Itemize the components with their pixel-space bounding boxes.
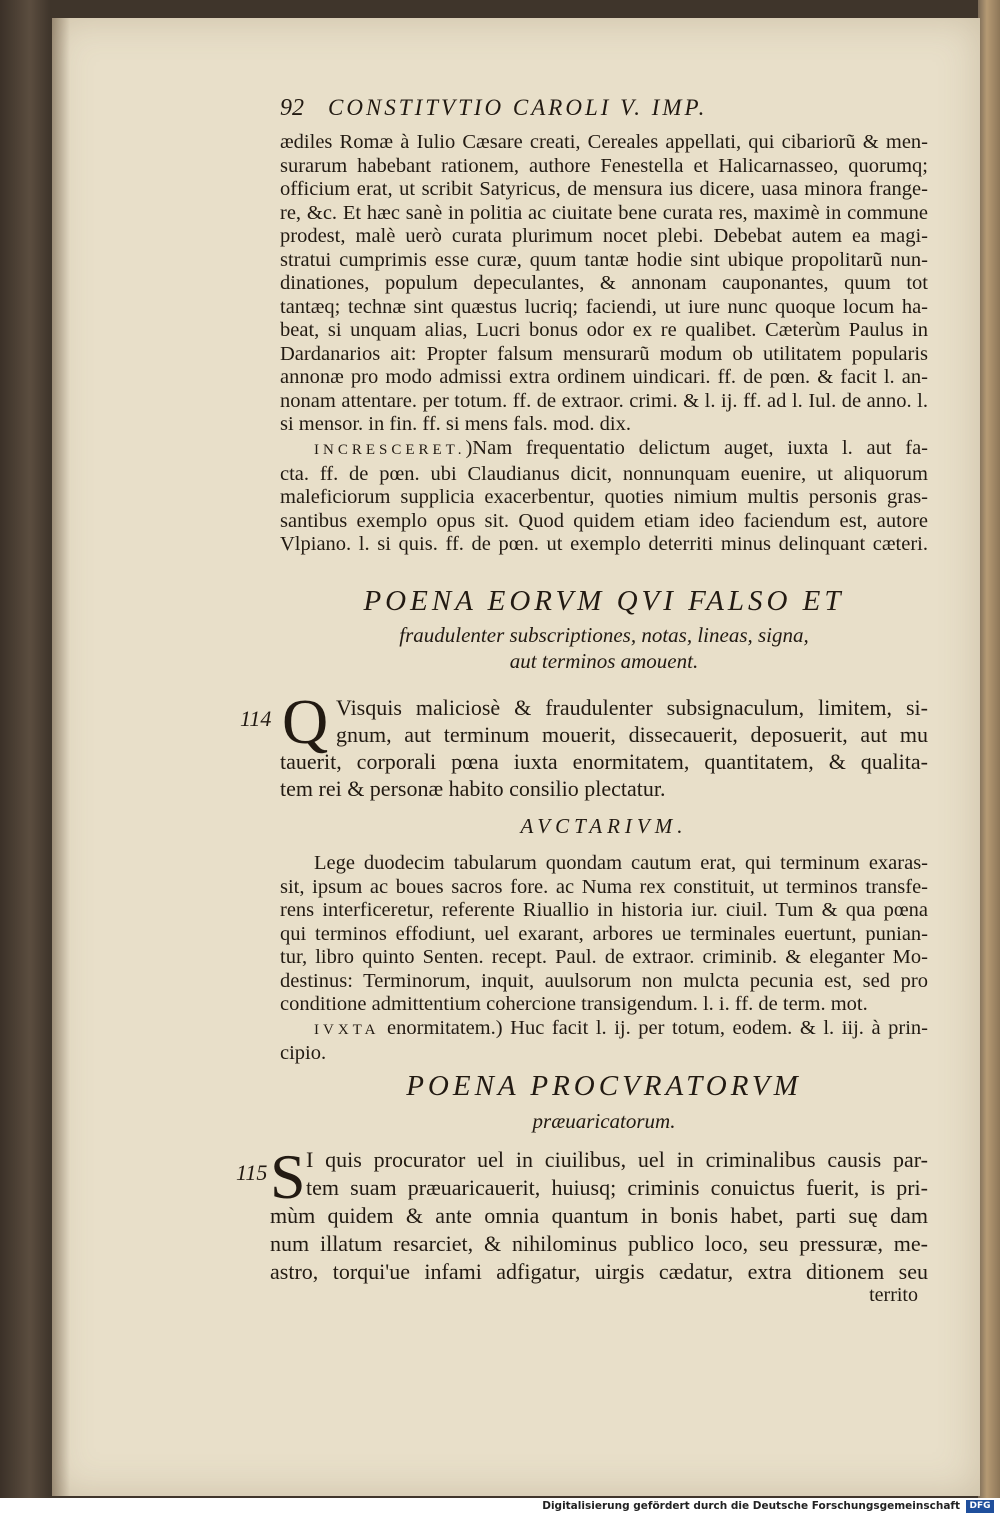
section-subheading-line: aut terminos amouent. <box>509 649 699 673</box>
text-line: conditione admittentium cohercione transigendum. l. i. ff. de term. mot. <box>280 993 868 1015</box>
commentary-paragraph-1 <box>280 131 928 437</box>
text-line: tauerit, corporali pœna iuxta enormitatem, quantitatem, & qualita- <box>280 749 928 774</box>
text-line: I quis procurator uel in ciuilibus, uel in criminalibus causis par- <box>306 1147 928 1172</box>
lemma-text: enormitatem.) Huc facit l. ij. per totum, eodem. & l. iij. à prin- <box>379 1016 928 1039</box>
text-line: Visquis maliciosè & fraudulenter subsignaculum, limitem, si- <box>336 695 928 720</box>
text-line: tem rei & personæ habito consilio plectatur. <box>280 776 666 801</box>
text-line: si mensor. in fin. ff. si mens fals. mod. dix. <box>280 413 631 435</box>
section-subheading-line: præuaricatorum. <box>532 1109 676 1133</box>
article-number: 114 <box>240 706 272 731</box>
text-line: maleficiorum supplicia exacerbentur, quoties nimium multis personis gras- <box>280 486 928 508</box>
text-line: gnum, aut terminum mouerit, dissecauerit, deposuerit, aut mu <box>336 722 928 747</box>
text-line: santibus exemplo opus sit. Quod quidem etiam ideo faciendum est, autore <box>280 509 928 532</box>
article-number: 115 <box>236 1160 268 1185</box>
text-line: Vlpiano. l. si quis. ff. de pœn. ut exemplo deterriti minus delinquant cæteri. <box>280 533 928 555</box>
text-line: cta. ff. de pœn. ubi Claudianus dicit, nonnunquam euenire, ut aliquorum <box>280 462 928 485</box>
funding-credit: Digitalisierung gefördert durch die Deutsche Forschungsgemeinschaft <box>542 1500 960 1512</box>
text-line: ædiles Romæ à Iulio Cæsare creati, Cereales appellati, qui cibariorũ & men- <box>280 131 928 153</box>
lemma-text: )Nam frequentatio delictum auget, iuxta l. aut fa- <box>465 437 928 459</box>
commentary-paragraph-2 <box>280 437 928 557</box>
dfg-logo-icon: DFG <box>966 1500 994 1513</box>
text-line: prodest, malè uerò curata plurimum nocet plebi. Debebat autem ea magi- <box>280 225 928 247</box>
text-line: officium erat, ut scribit Satyricus, de mensura ius dicere, uasa minora frange- <box>280 178 928 200</box>
text-line: dinationes, populum depeculantes, & annonam cauponantes, quum tot <box>280 272 928 294</box>
text-line: tem suam præuaricauerit, huiusq; criminis conuictus fuerit, is pri- <box>306 1175 928 1200</box>
section-heading: POENA PROCVRATORVM <box>406 1070 802 1102</box>
drop-capital: S <box>270 1141 306 1212</box>
text-line: Dardanarios ait: Propter falsum mensurarũ modum ob utilitatem popularis <box>280 342 928 365</box>
text-line: cipio. <box>280 1042 327 1064</box>
text-line: beat, si unquam alias, Lucri bonus odor ex re qualibet. Cæterùm Paulus in <box>280 319 928 341</box>
section-subheading-line: fraudulenter subscriptiones, notas, lineas, signa, <box>399 623 809 647</box>
text-line <box>280 1017 928 1043</box>
book-page-edges <box>978 0 1000 1498</box>
running-head <box>280 95 930 125</box>
text-line: tantæq; technæ sint quæstus lucriq; faciendi, ut iure nunc quoque locum ha- <box>280 295 928 318</box>
text-line: rens interficeretur, referente Riuallio in historia iur. ciuil. Tum & qua pœna <box>280 899 928 921</box>
text-line: nonam attentare. per totum. ff. de extraor. crimi. & l. ij. ff. ad l. Iul. de anno. l. <box>280 389 928 412</box>
article-114-text <box>280 694 928 802</box>
auctarium-heading: AVCTARIVM. <box>520 814 688 838</box>
folio-number: 92 <box>280 95 304 121</box>
lemma: IVXTA <box>314 1021 380 1038</box>
text-line: surarum habebant rationem, authore Fenestella et Halicarnasseo, quorumq; <box>280 154 928 177</box>
text-line: destinus: Terminorum, inquit, auulsorum non mulcta pecunia est, sed pro <box>280 969 928 992</box>
auctarium-text <box>280 852 928 1066</box>
text-line: num illatum resarciet, & nihilominus publico loco, seu pressuræ, me- <box>270 1231 928 1256</box>
lemma: INCRESCERET. <box>314 442 466 458</box>
article-115-text <box>270 1141 928 1286</box>
text-line: sit, ipsum ac boues sacros fore. ac Numa rex constituit, ut terminos transfe- <box>280 875 928 898</box>
text-line: astro, torqui'ue infami adfigatur, uirgis cædatur, extra ditionem seu <box>270 1259 928 1284</box>
running-title: CONSTITVTIO CAROLI V. IMP. <box>328 95 708 120</box>
section-heading: POENA EORVM QVI FALSO ET <box>363 585 845 617</box>
catchword: territo <box>869 1284 918 1306</box>
text-line: qui terminos effodiunt, uel exarant, arbores ue terminales euertunt, punian- <box>280 922 928 945</box>
text-line: mùm quidem & ante omnia quantum in bonis habet, parti suę dam <box>270 1203 928 1228</box>
drop-capital: Q <box>282 686 329 757</box>
text-line <box>280 437 928 463</box>
text-line: tur, libro quinto Senten. recept. Paul. de extraor. criminib. & eleganter Mo- <box>280 946 928 968</box>
gutter-shadow <box>52 18 70 1496</box>
text-line: Lege duodecim tabularum quondam cautum erat, qui terminum exaras- <box>314 852 928 874</box>
text-line: annonæ pro modo admissi extra ordinem uindicari. ff. de pœn. & facit l. an- <box>280 366 928 388</box>
text-line: stratui cumprimis esse curæ, quum tantæ hodie sint ubique propolitarũ nun- <box>280 248 928 271</box>
text-line: re, &c. Et hæc sanè in politia ac ciuitate bene curata res, maximè in commune <box>280 201 928 224</box>
